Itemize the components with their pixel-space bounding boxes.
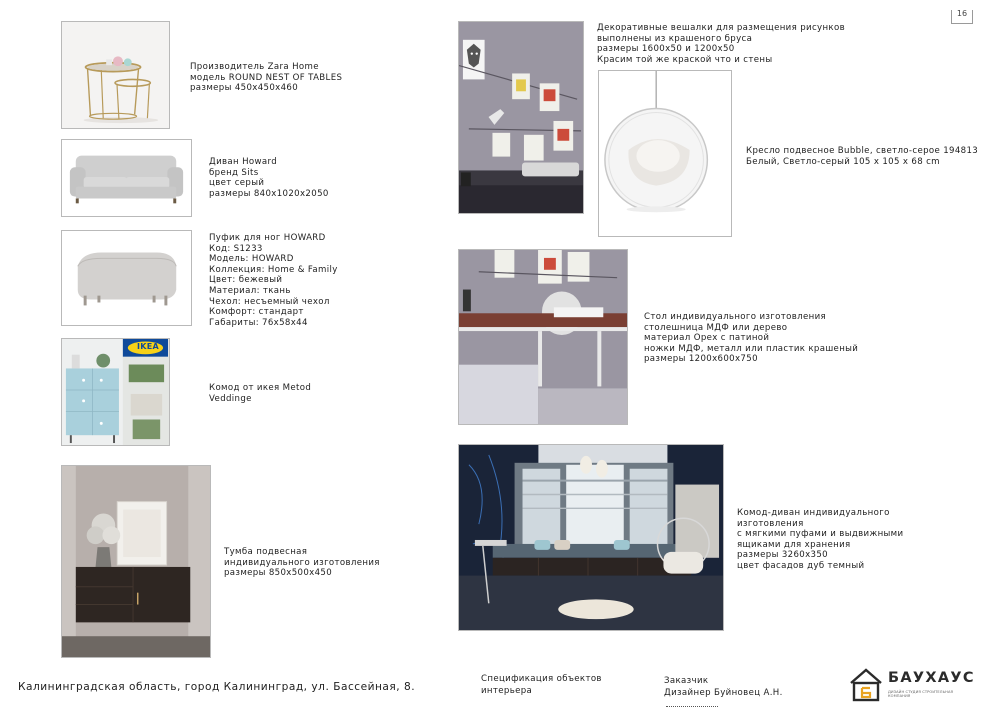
designer-name: Дизайнер Буйновец А.Н.	[664, 687, 783, 698]
bubble-chair-description: Кресло подвесное Bubble, светло-серое 194813 Белый, Светло-серый 105 х 105 х 68 cm	[746, 146, 979, 167]
ikea-dresser-description: Комод от икея Metod Veddinge	[209, 383, 312, 404]
room-bench-photo	[458, 444, 724, 631]
desk-description: Стол индивидуального изготовления столешница МДФ или дерево материал Орех с патиной ножки МДФ, металл или пластик крашеный размеры 1200х600х750	[644, 312, 859, 365]
document-title: Спецификация объектов интерьера	[481, 674, 602, 696]
nest-tables-description: Производитель Zara Home модель ROUND NEST OF TABLES размеры 450х450х460	[190, 62, 343, 94]
sofa-photo	[61, 139, 192, 217]
desk-photo	[458, 249, 628, 425]
ikea-dresser-photo	[61, 338, 170, 446]
cabinet-description: Тумба подвесная индивидуального изготовления размеры 850х500х450	[224, 547, 380, 579]
bubble-chair-photo	[598, 70, 732, 237]
pouf-photo	[61, 230, 192, 326]
client-label: Заказчик	[664, 676, 709, 686]
ikea-logo-text: IKEA	[136, 342, 160, 351]
project-address: Калининградская область, город Калининград, ул. Бассейная, 8.	[18, 681, 416, 693]
nest-tables-photo	[61, 21, 170, 129]
wall-hangers-photo	[458, 21, 584, 214]
wall-hangers-description: Декоративные вешалки для размещения рисунков выполнены из крашеного бруса размеры 1600х50 и 1200х50 Красим той же краской что и стены	[597, 23, 845, 65]
page-number: 16	[951, 10, 973, 24]
bauhaus-logo-subtitle: ДИЗАЙН СТУДИЯ СТРОИТЕЛЬНАЯ КОМПАНИЯ	[888, 690, 954, 699]
room-bench-description: Комод-диван индивидуального изготовления с мягкими пуфами и выдвижными ящиками для хранения размеры 3260х350 цвет фасадов дуб темный	[737, 508, 904, 571]
cabinet-photo	[61, 465, 211, 658]
bauhaus-logo	[848, 664, 975, 704]
client-designer-block	[664, 676, 783, 707]
sofa-description: Диван Howard бренд Sits цвет серый размеры 840х1020х2050	[209, 157, 329, 199]
signature-line	[666, 699, 718, 707]
bauhaus-logo-name: БАУХАУС	[888, 670, 975, 686]
pouf-description: Пуфик для ног HOWARD Код: S1233 Модель: HOWARD Коллекция: Home & Family Цвет: бежевый Материал: ткань Чехол: несъемный чехол Комфорт: стандарт Габариты: 76х58х44	[209, 233, 338, 328]
bauhaus-logo-icon	[848, 666, 884, 702]
